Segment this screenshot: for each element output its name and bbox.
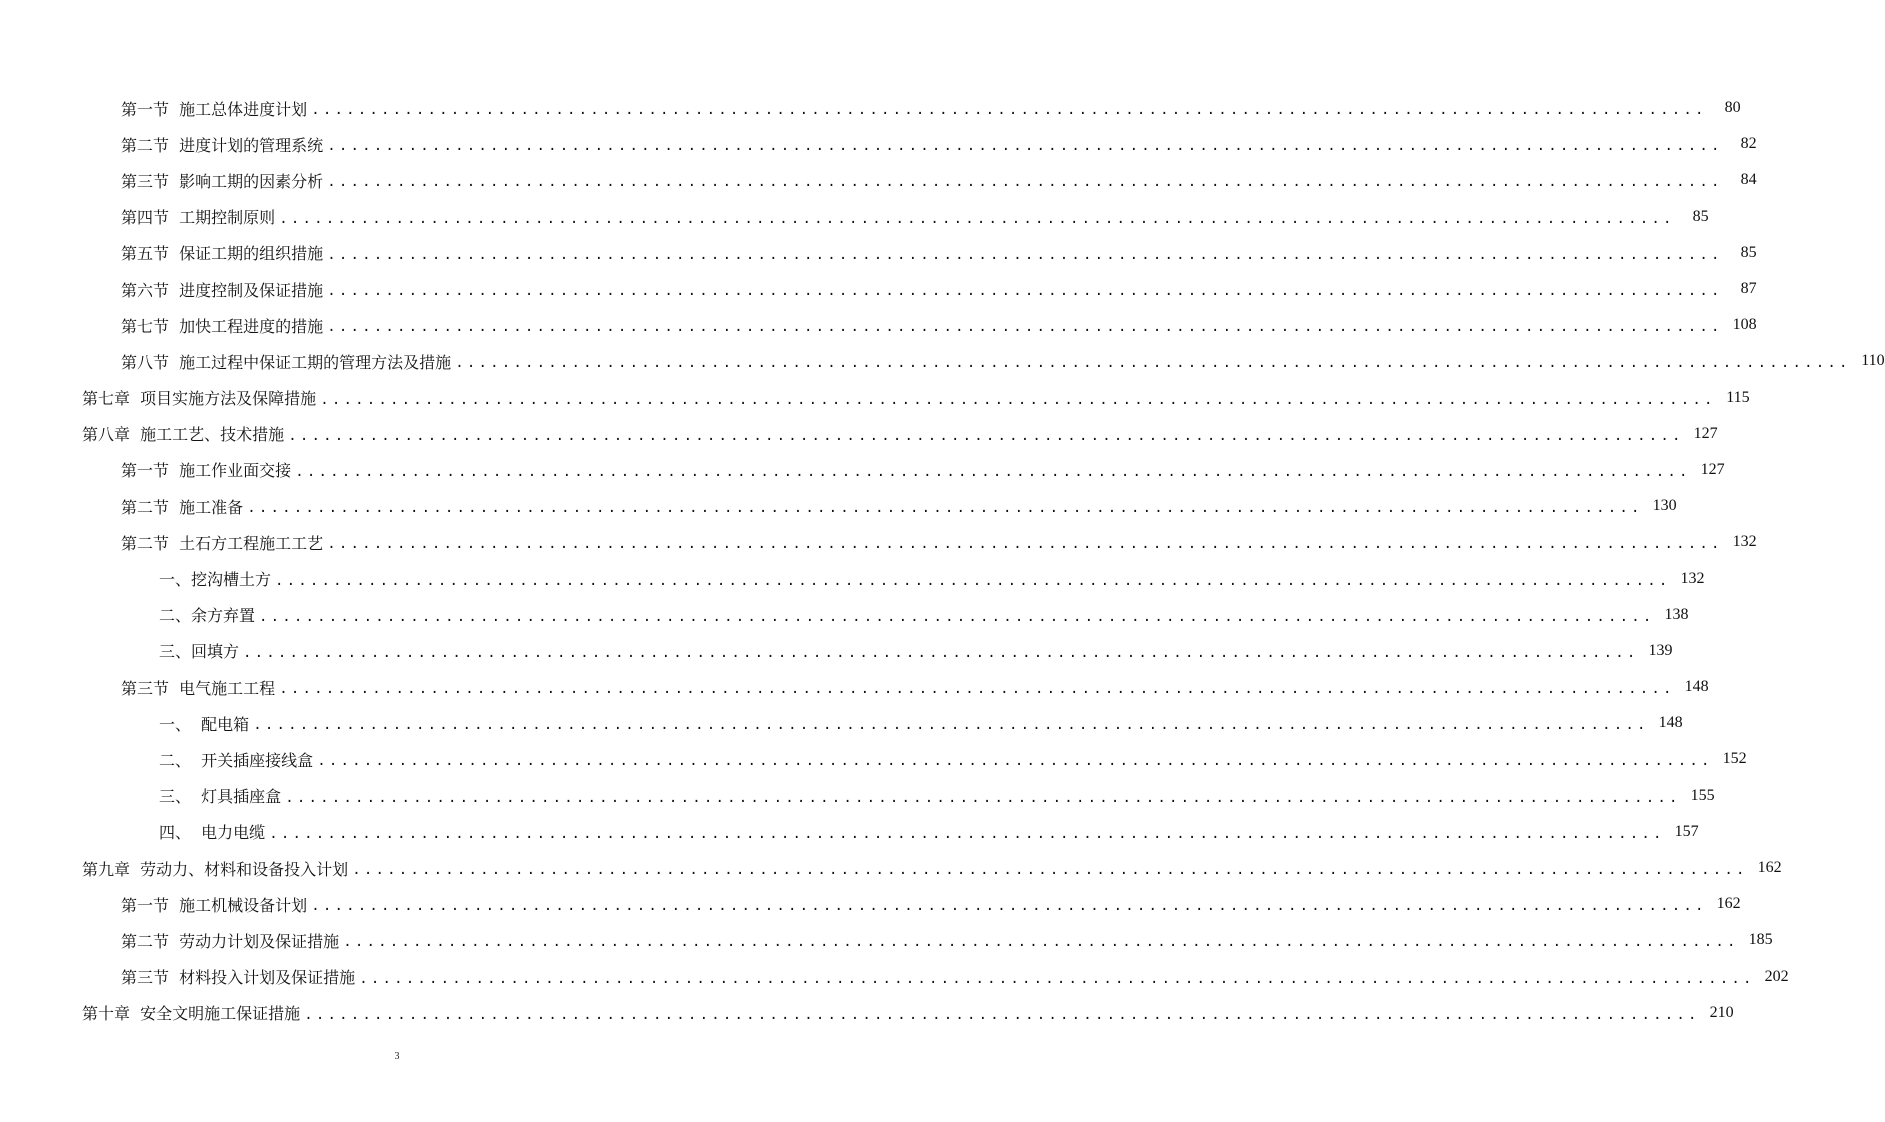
toc-entry-page: 82 [1740,135,1757,153]
toc-entry-page: 138 [1664,605,1689,623]
toc-entry-title: 第二节 劳动力计划及保证措施 [121,931,340,951]
dot-leader: ........................................................................................................................ [327,174,1723,191]
toc-entry-page: 210 [1709,1003,1734,1021]
dot-leader: ........................................................................................................................ [327,319,1723,336]
toc-entry-page: 152 [1722,750,1747,768]
dot-leader: ........................................................................................................................ [311,102,1707,119]
dot-leader: ........................................................................................................................ [455,355,1851,372]
toc-entry-title: 第二节 土石方工程施工工艺 [121,533,324,553]
toc-entry-title: 第六节 进度控制及保证措施 [121,280,324,300]
toc-entry-title: 二、余方弃置 [159,606,256,626]
dot-leader: ........................................................................................................................ [243,644,1639,661]
toc-entry[interactable] [0,850,1782,886]
toc-entry[interactable] [0,886,1741,922]
toc-entry-title: 第七章 项目实施方法及保障措施 [82,389,317,409]
toc-entry-page: 162 [1716,895,1741,913]
dot-leader: ........................................................................................................................ [327,536,1723,553]
toc-entry[interactable] [0,741,1747,777]
dot-leader: ........................................................................................................................ [327,283,1723,300]
toc-entry[interactable] [0,669,1709,705]
toc-entry-page: 202 [1764,967,1789,985]
toc-entry-page: 108 [1732,316,1757,334]
toc-entry-page: 80 [1724,99,1741,117]
dot-leader: ........................................................................................................................ [259,608,1655,625]
toc-entry[interactable] [0,90,1741,126]
dot-leader: ........................................................................................................................ [269,825,1665,842]
dot-leader: ........................................................................................................................ [285,789,1681,806]
dot-leader: ........................................................................................................................ [279,210,1675,227]
toc-entry[interactable] [0,633,1673,669]
toc-entry-page: 148 [1658,714,1683,732]
toc-entry[interactable] [0,271,1757,307]
toc-entry-page: 155 [1690,786,1715,804]
toc-entry[interactable] [0,995,1734,1031]
toc-entry-title: 第四节 工期控制原则 [121,208,276,228]
dot-leader: ........................................................................................................................ [279,681,1675,698]
toc-entry-title: 第八章 施工工艺、技术措施 [82,425,285,445]
toc-entry-title: 第二节 进度计划的管理系统 [121,135,324,155]
toc-entry[interactable] [0,814,1699,850]
toc-entry[interactable] [0,162,1757,198]
toc-entry[interactable] [0,307,1757,343]
toc-entry[interactable] [0,959,1789,995]
toc-entry-title: 第一节 施工总体进度计划 [121,99,308,119]
toc-entry-title: 第七节 加快工程进度的措施 [121,316,324,336]
toc-entry[interactable] [0,199,1709,235]
toc-entry-title: 第五节 保证工期的组织措施 [121,244,324,264]
dot-leader: ........................................................................................................................ [327,246,1723,263]
toc-entry-title: 一、 配电箱 [159,714,250,734]
toc-entry[interactable] [0,778,1715,814]
toc-entry-title: 一、挖沟槽土方 [159,570,272,590]
dot-leader: ........................................................................................................................ [352,862,1748,879]
toc-entry-title: 第九章 劳动力、材料和设备投入计划 [82,859,349,879]
toc-entry-page: 115 [1726,388,1750,406]
toc-entry-page: 85 [1740,243,1757,261]
toc-entry-title: 第八节 施工过程中保证工期的管理方法及措施 [121,352,452,372]
toc-entry[interactable] [0,126,1757,162]
toc-entry-page: 85 [1692,207,1709,225]
toc-entry-title: 四、 电力电缆 [159,823,266,843]
dot-leader: ........................................................................................................................ [317,753,1713,770]
toc-entry[interactable] [0,597,1689,633]
toc-entry-title: 第三节 材料投入计划及保证措施 [121,968,356,988]
toc-entry[interactable] [0,560,1705,596]
toc-entry[interactable] [0,380,1750,416]
toc-entry-page: 87 [1740,280,1757,298]
toc-entry[interactable] [0,488,1677,524]
dot-leader: ........................................................................................................................ [359,970,1755,987]
toc-entry-page: 157 [1674,822,1699,840]
dot-leader: ........................................................................................................................ [320,391,1716,408]
toc-entry-page: 84 [1740,171,1757,189]
table-of-contents [0,90,1885,1031]
dot-leader: ........................................................................................................................ [253,717,1649,734]
toc-entry-title: 三、回填方 [159,642,240,662]
toc-entry[interactable] [0,416,1718,452]
toc-entry[interactable] [0,922,1773,958]
page-number: 3 [394,1051,400,1062]
toc-entry-page: 127 [1693,424,1718,442]
toc-entry[interactable] [0,452,1725,488]
toc-entry[interactable] [0,343,1885,379]
toc-entry-title: 第三节 影响工期的因素分析 [121,171,324,191]
dot-leader: ........................................................................................................................ [327,138,1723,155]
toc-entry-page: 132 [1680,569,1705,587]
toc-entry-title: 三、 灯具插座盒 [159,787,282,807]
dot-leader: ........................................................................................................................ [295,463,1691,480]
toc-entry-title: 二、 开关插座接线盒 [159,750,314,770]
dot-leader: ........................................................................................................................ [311,898,1707,915]
toc-entry-title: 第二节 施工准备 [121,497,244,517]
dot-leader: ........................................................................................................................ [343,934,1739,951]
toc-entry-page: 148 [1684,678,1709,696]
toc-entry-title: 第一节 施工作业面交接 [121,461,292,481]
toc-entry-page: 162 [1757,859,1782,877]
toc-entry-page: 127 [1700,460,1725,478]
dot-leader: ........................................................................................................................ [275,572,1671,589]
toc-entry[interactable] [0,705,1683,741]
toc-entry-page: 139 [1648,641,1673,659]
dot-leader: ........................................................................................................................ [288,427,1684,444]
toc-entry-page: 185 [1748,931,1773,949]
toc-entry[interactable] [0,524,1757,560]
toc-entry[interactable] [0,235,1757,271]
dot-leader: ........................................................................................................................ [247,500,1643,517]
toc-entry-page: 110 [1861,352,1885,370]
toc-entry-page: 132 [1732,533,1757,551]
toc-entry-title: 第一节 施工机械设备计划 [121,895,308,915]
dot-leader: ........................................................................................................................ [304,1006,1700,1023]
toc-entry-page: 130 [1652,497,1677,515]
toc-entry-title: 第十章 安全文明施工保证措施 [82,1004,301,1024]
toc-entry-title: 第三节 电气施工工程 [121,678,276,698]
